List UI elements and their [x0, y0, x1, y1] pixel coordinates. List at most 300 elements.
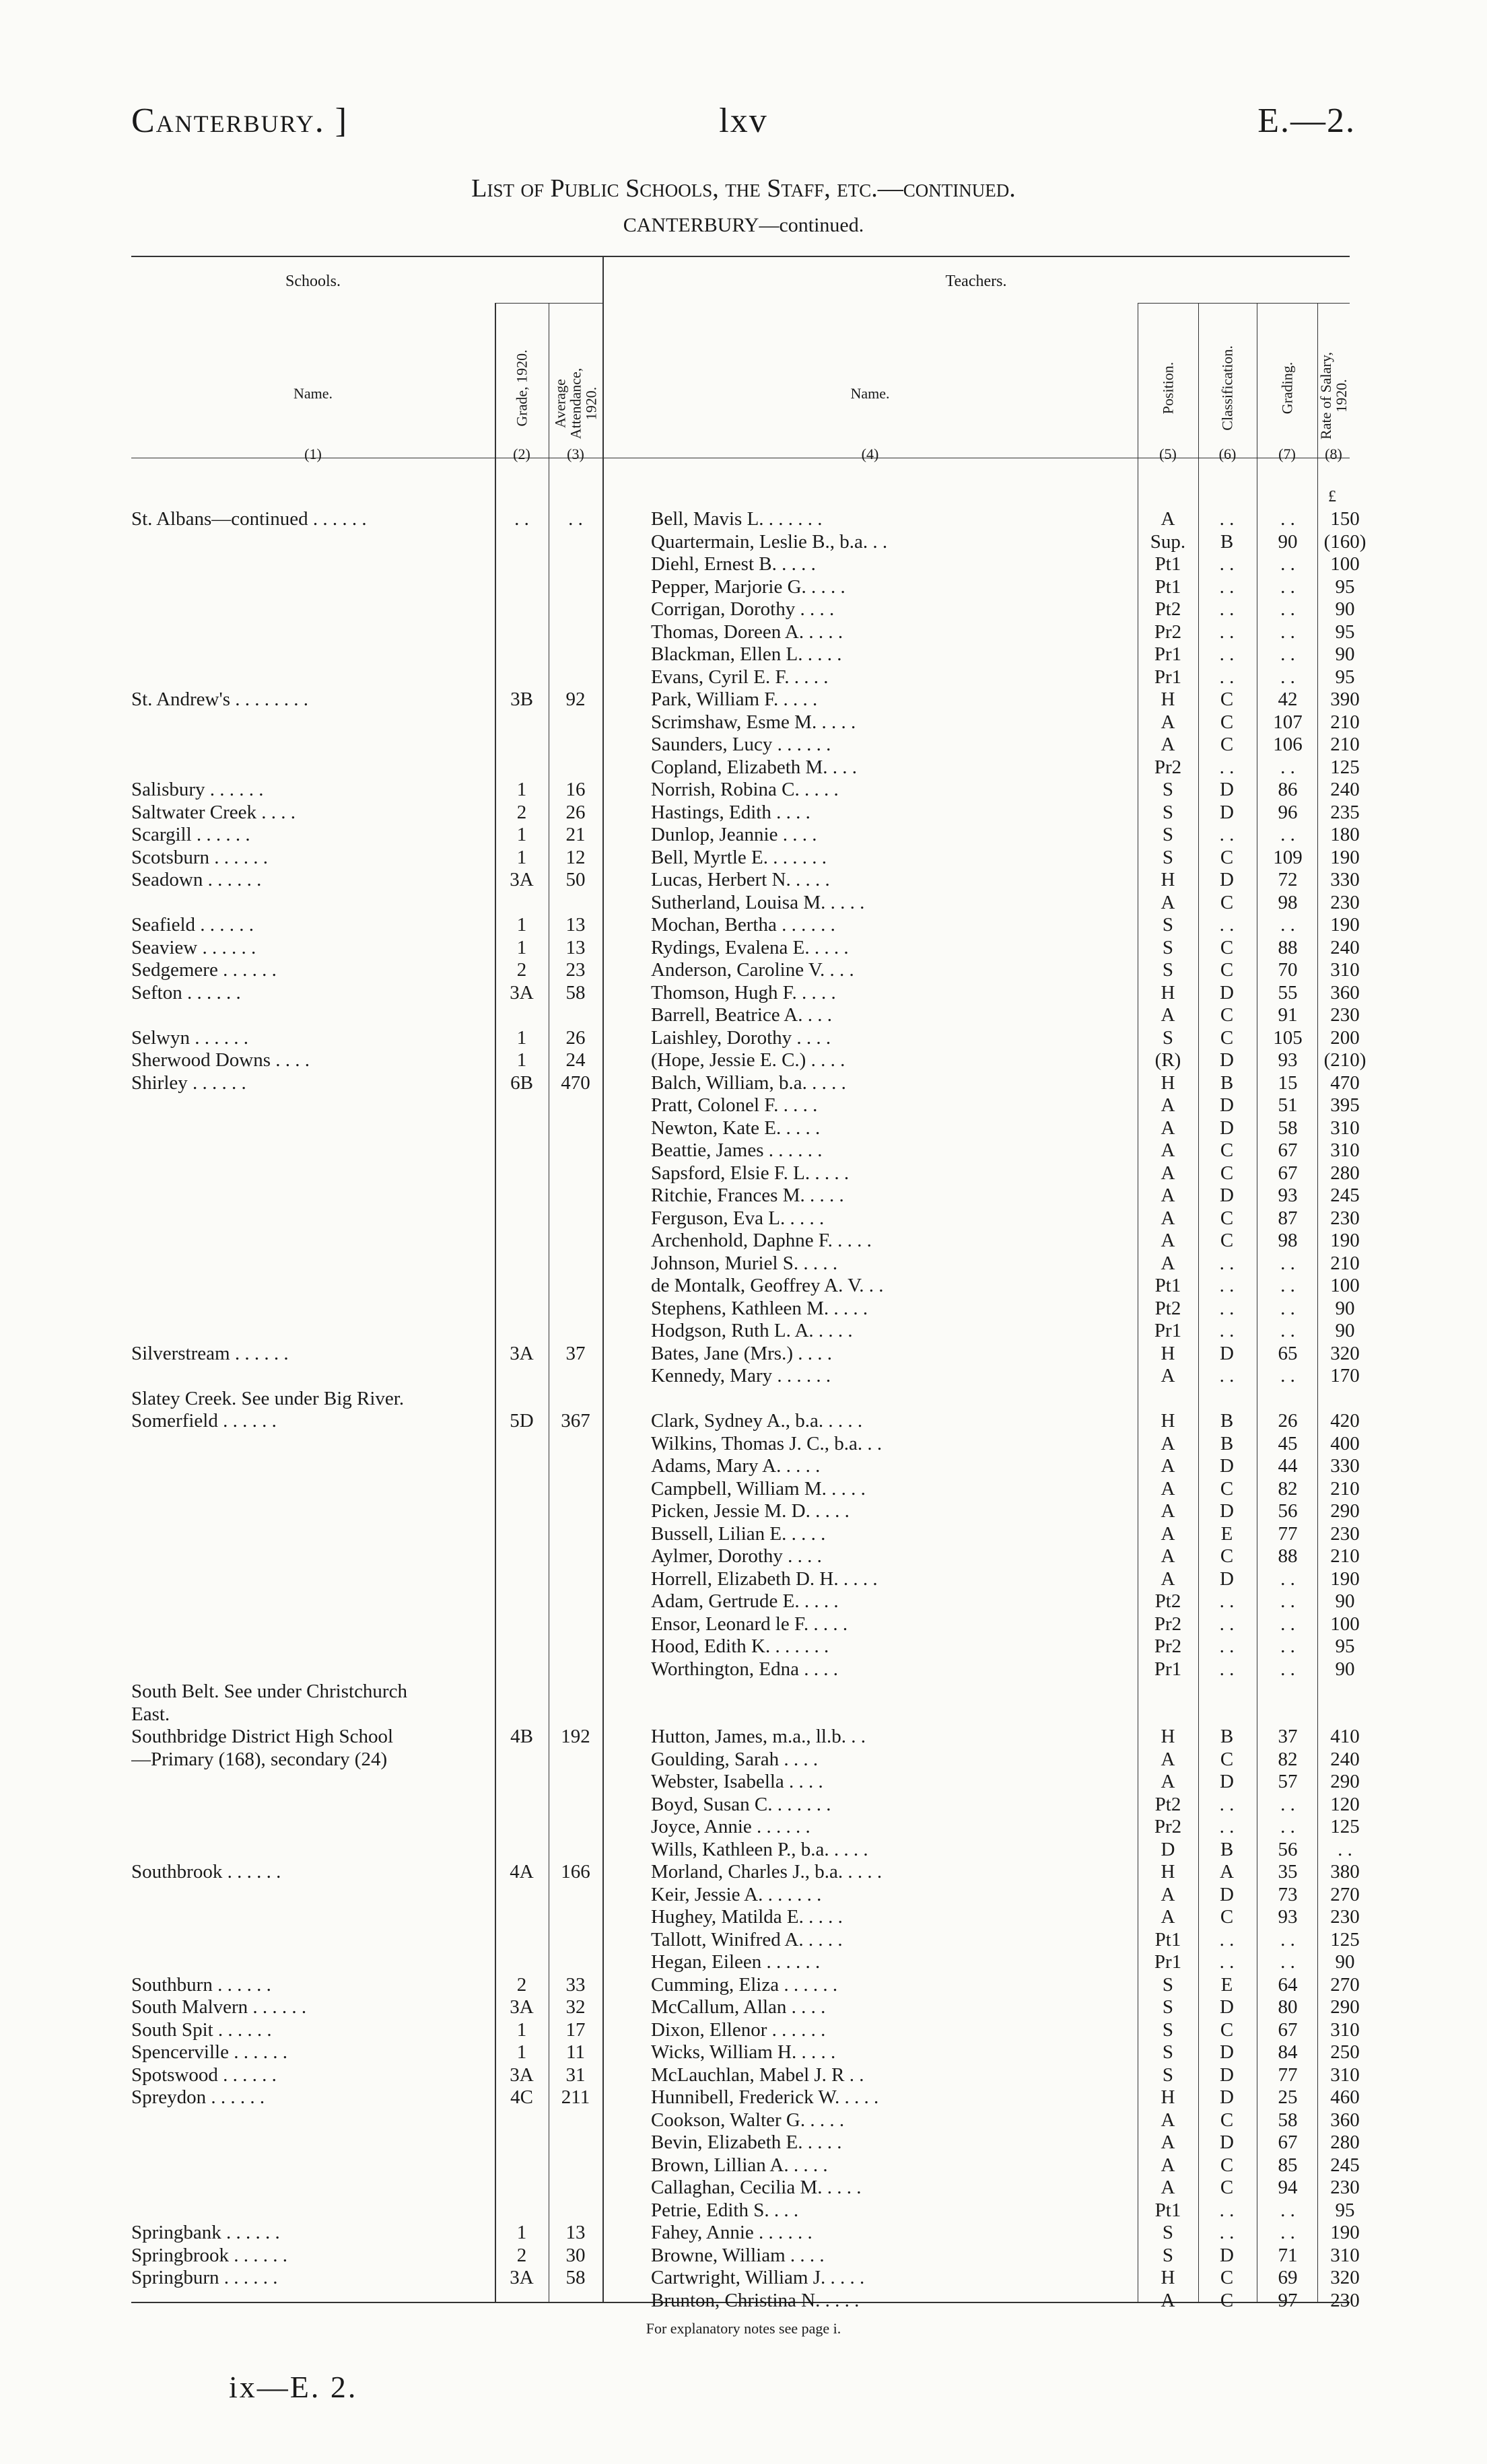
teacher-salary: 310: [1330, 2244, 1360, 2266]
school-name: Springbrook . . . . . .: [131, 2244, 287, 2266]
teacher-name: Barrell, Beatrice A. . . .: [651, 1004, 832, 1026]
teacher-name: Bussell, Lilian E. . . . .: [651, 1522, 826, 1545]
teacher-name: Corrigan, Dorothy . . . .: [651, 598, 835, 620]
school-name: Seadown . . . . . .: [131, 869, 262, 890]
teacher-salary: 125: [1330, 1816, 1360, 1837]
table-row: [131, 1590, 1355, 1613]
teacher-salary: 95: [1335, 1635, 1355, 1657]
teacher-grading: 15: [1278, 1071, 1298, 1094]
teacher-name: Sutherland, Louisa M. . . . .: [651, 891, 865, 913]
teacher-grading: . .: [1280, 643, 1295, 665]
teacher-grading: 67: [1278, 2018, 1298, 2041]
teacher-name: Beattie, James . . . . . .: [651, 1139, 823, 1161]
teacher-name: Joyce, Annie . . . . . .: [651, 1816, 810, 1837]
teacher-name: Hegan, Eileen . . . . . .: [651, 1951, 821, 1973]
teacher-salary: 100: [1330, 1275, 1360, 1296]
teacher-name: Horrell, Elizabeth D. H. . . . .: [651, 1568, 878, 1590]
table-row: [131, 1973, 1360, 1996]
teacher-salary: 230: [1330, 1004, 1360, 1026]
schools-group-heading: Schools.: [285, 273, 341, 290]
teacher-salary: 290: [1330, 1996, 1360, 2018]
teacher-position: H: [1161, 869, 1175, 890]
teacher-classification: B: [1220, 530, 1234, 553]
teacher-grading: . .: [1280, 621, 1295, 643]
teacher-position: A: [1161, 1117, 1175, 1139]
teacher-position: H: [1161, 1726, 1175, 1747]
school-grade: 3A: [510, 869, 534, 890]
teacher-salary: 360: [1330, 981, 1360, 1004]
teacher-classification: B: [1220, 1432, 1234, 1454]
teacher-grading: 73: [1278, 1883, 1298, 1905]
teacher-name: Rydings, Evalena E. . . . .: [651, 936, 849, 958]
teacher-grading: 87: [1278, 1207, 1298, 1229]
teacher-grading: 93: [1278, 1906, 1298, 1928]
table-row: [131, 2222, 1360, 2244]
teacher-classification: D: [1220, 2041, 1234, 2063]
teacher-grading: 82: [1278, 1748, 1298, 1770]
teacher-position: Pr1: [1154, 643, 1182, 665]
table-row: [131, 914, 1360, 936]
table-row: [131, 711, 1360, 734]
teacher-grading: 26: [1278, 1410, 1298, 1432]
teacher-salary: (160): [1323, 530, 1367, 553]
teacher-classification: D: [1220, 1094, 1234, 1116]
teacher-grading: 93: [1278, 1049, 1298, 1071]
school-name: Shirley . . . . . .: [131, 1071, 246, 1094]
teacher-position: H: [1161, 981, 1175, 1004]
teacher-grading: 86: [1278, 779, 1298, 800]
teacher-position: S: [1162, 2222, 1174, 2243]
table-row: [131, 959, 1360, 981]
teacher-position: A: [1161, 2289, 1175, 2311]
table-row: [131, 756, 1360, 779]
teacher-salary: 240: [1330, 1748, 1360, 1770]
school-attendance: 26: [565, 1026, 586, 1049]
teacher-salary: 90: [1335, 598, 1355, 620]
teacher-name: Keir, Jessie A. . . . . . .: [651, 1883, 822, 1905]
teacher-grading: 56: [1278, 1838, 1298, 1860]
teacher-salary: 230: [1330, 891, 1360, 913]
teacher-salary: 320: [1330, 2267, 1360, 2288]
teacher-grading: 98: [1278, 891, 1298, 913]
teacher-salary: 90: [1335, 1951, 1355, 1973]
teacher-name: Worthington, Edna . . . .: [651, 1658, 838, 1680]
teacher-classification: C: [1220, 689, 1234, 710]
teacher-name: Scrimshaw, Esme M. . . . .: [651, 711, 856, 733]
teacher-classification: D: [1220, 779, 1234, 800]
school-attendance: 37: [565, 1342, 586, 1364]
school-grade: 5D: [510, 1410, 534, 1432]
school-grade: 1: [516, 846, 527, 868]
teacher-name: McCallum, Allan . . . .: [651, 1996, 826, 2018]
school-name: Spotswood . . . . . .: [131, 2064, 277, 2086]
teacher-classification: A: [1220, 1861, 1234, 1882]
teacher-salary: 190: [1330, 1568, 1360, 1590]
teacher-name: Copland, Elizabeth M. . . .: [651, 756, 858, 778]
teacher-name: Balch, William, b.a. . . . .: [651, 1071, 846, 1094]
table-row: [131, 1342, 1360, 1365]
teacher-grading: 109: [1273, 846, 1303, 868]
school-name: Saltwater Creek . . . .: [131, 801, 296, 823]
school-grade: 6B: [510, 1071, 533, 1094]
teacher-position: A: [1161, 711, 1175, 733]
table-row: [131, 846, 1360, 869]
teacher-grading: . .: [1280, 1590, 1295, 1612]
teacher-name: Cookson, Walter G. . . . .: [651, 2109, 845, 2131]
school-attendance: 58: [565, 981, 586, 1004]
table-row: [131, 1320, 1355, 1342]
table-row: [131, 1026, 1360, 1049]
teacher-classification: C: [1220, 2267, 1234, 2288]
teacher-salary: 180: [1330, 824, 1360, 845]
teacher-classification: . .: [1219, 1928, 1235, 1950]
school-attendance: 211: [561, 2086, 590, 2108]
table-row: [131, 2018, 1360, 2041]
teacher-salary: 95: [1335, 666, 1355, 688]
teacher-grading: . .: [1280, 824, 1295, 845]
teacher-name: Ferguson, Eva L. . . . .: [651, 1207, 825, 1229]
teacher-classification: . .: [1219, 575, 1235, 598]
school-grade: 1: [516, 914, 527, 936]
position-heading: Position.: [1159, 361, 1177, 415]
teacher-salary: 460: [1330, 2086, 1360, 2108]
teacher-classification: . .: [1219, 1365, 1235, 1386]
teacher-classification: . .: [1219, 1320, 1235, 1341]
teacher-salary: 230: [1330, 2177, 1360, 2198]
teacher-name: Hodgson, Ruth L. A. . . . .: [651, 1320, 853, 1341]
teacher-position: H: [1161, 2267, 1175, 2288]
teacher-position: D: [1161, 1838, 1175, 1860]
teacher-classification: D: [1220, 1996, 1234, 2018]
teacher-position: H: [1161, 1071, 1175, 1094]
table-row: [131, 553, 1360, 575]
teacher-name: Fahey, Annie . . . . . .: [651, 2222, 812, 2243]
teacher-classification: . .: [1219, 824, 1235, 845]
teacher-grading: . .: [1280, 2222, 1295, 2243]
teacher-grading: 94: [1278, 2177, 1298, 2198]
teacher-salary: 95: [1335, 2199, 1355, 2221]
school-name: Seafield . . . . . .: [131, 914, 254, 936]
teacher-position: A: [1161, 1906, 1175, 1928]
table-row: [131, 621, 1355, 643]
teacher-salary: 245: [1330, 2154, 1360, 2176]
teacher-grading: 93: [1278, 1185, 1298, 1206]
teacher-salary: 330: [1330, 1455, 1360, 1477]
teacher-grading: . .: [1280, 914, 1295, 936]
teacher-position: A: [1161, 1545, 1175, 1567]
teacher-classification: E: [1220, 1522, 1233, 1545]
teacher-classification: D: [1220, 801, 1234, 823]
teacher-grading: 71: [1278, 2244, 1298, 2266]
school-grade: 4A: [510, 1861, 534, 1882]
teacher-name: Adams, Mary A. . . . .: [651, 1455, 821, 1477]
table-row: [131, 2244, 1360, 2267]
teacher-grading: 57: [1278, 1771, 1298, 1792]
teacher-position: A: [1161, 1207, 1175, 1229]
table-row: [131, 1816, 1360, 1838]
teacher-classification: . .: [1219, 1951, 1235, 1973]
school-name: South Malvern . . . . . .: [131, 1996, 307, 2018]
teacher-classification: . .: [1219, 553, 1235, 575]
teacher-name: Hastings, Edith . . . .: [651, 801, 810, 823]
teacher-salary: 390: [1330, 689, 1360, 710]
table-row: [131, 1117, 1360, 1139]
school-name: Sedgemere . . . . . .: [131, 959, 277, 981]
school-attendance: 367: [561, 1410, 590, 1432]
teacher-position: H: [1161, 1410, 1175, 1432]
teacher-name: Dixon, Ellenor . . . . . .: [651, 2018, 826, 2041]
school-name: Springburn . . . . . .: [131, 2267, 278, 2288]
teacher-position: Pr1: [1154, 1658, 1182, 1680]
teacher-grading: 85: [1278, 2154, 1298, 2176]
table-row: [131, 1681, 1350, 1703]
teacher-position: Pt1: [1154, 575, 1181, 598]
school-name: —Primary (168), secondary (24): [131, 1748, 388, 1770]
teacher-classification: B: [1220, 1410, 1234, 1432]
teacher-grading: 98: [1278, 1230, 1298, 1251]
teacher-name: Pepper, Marjorie G. . . . .: [651, 575, 845, 598]
teacher-position: A: [1161, 1094, 1175, 1116]
school-attendance: 26: [565, 801, 586, 823]
teacher-position: Pt1: [1154, 2199, 1181, 2221]
teacher-name: Callaghan, Cecilia M. . . . .: [651, 2177, 862, 2198]
teacher-grading: 65: [1278, 1342, 1298, 1364]
teacher-name: Boyd, Susan C. . . . . . .: [651, 1793, 831, 1815]
teacher-classification: D: [1220, 2064, 1234, 2086]
teacher-grading: . .: [1280, 1658, 1295, 1680]
teacher-classification: C: [1220, 1004, 1234, 1026]
teacher-salary: 120: [1330, 1793, 1360, 1815]
teacher-name: Laishley, Dorothy . . . .: [651, 1026, 831, 1049]
teacher-grading: . .: [1280, 1297, 1295, 1319]
teacher-salary: 240: [1330, 936, 1360, 958]
table-row: [131, 1071, 1360, 1094]
teacher-salary: 125: [1330, 756, 1360, 778]
teacher-classification: D: [1220, 981, 1234, 1004]
school-name: Southbrook . . . . . .: [131, 1861, 281, 1882]
table-row: [131, 1252, 1360, 1275]
school-attendance: 33: [565, 1973, 586, 1996]
teacher-classification: D: [1220, 1455, 1234, 1477]
school-attendance: 13: [565, 2222, 586, 2243]
school-grade: 4B: [510, 1726, 533, 1747]
teacher-classification: C: [1220, 1026, 1234, 1049]
teacher-name: Browne, William . . . .: [651, 2244, 825, 2266]
teacher-name: Aylmer, Dorothy . . . .: [651, 1545, 822, 1567]
teacher-classification: C: [1220, 1162, 1234, 1184]
school-attendance: 92: [565, 689, 586, 710]
teacher-position: A: [1161, 1568, 1175, 1590]
teacher-position: A: [1161, 1455, 1175, 1477]
school-attendance: 192: [561, 1726, 590, 1747]
teacher-classification: D: [1220, 2086, 1234, 2108]
school-attendance: 16: [565, 779, 586, 800]
teacher-classification: C: [1220, 2109, 1234, 2131]
school-grade: 3B: [510, 689, 533, 710]
teacher-position: A: [1161, 1522, 1175, 1545]
teacher-grading: 90: [1278, 530, 1298, 553]
teacher-salary: 380: [1330, 1861, 1360, 1882]
teacher-name: Hood, Edith K. . . . . . .: [651, 1635, 829, 1657]
table-row: [131, 2132, 1360, 2154]
teacher-name: Pratt, Colonel F. . . . .: [651, 1094, 818, 1116]
teacher-salary: (210): [1323, 1049, 1367, 1071]
teacher-position: S: [1162, 779, 1174, 800]
table-row: [131, 1613, 1360, 1635]
school-grade: 4C: [510, 2086, 533, 2108]
teacher-grading: . .: [1280, 1275, 1295, 1296]
teacher-position: Pr2: [1154, 1816, 1182, 1837]
teacher-name: Sapsford, Elsie F. L. . . . .: [651, 1162, 850, 1184]
school-attendance: 58: [565, 2267, 586, 2288]
teacher-classification: C: [1220, 2177, 1234, 2198]
teacher-grading: 69: [1278, 2267, 1298, 2288]
teacher-grading: . .: [1280, 1928, 1295, 1950]
teacher-salary: 230: [1330, 1522, 1360, 1545]
school-grade: 3A: [510, 1996, 534, 2018]
teacher-salary: 310: [1330, 959, 1360, 981]
teacher-name: Brunton, Christina N. . . . .: [651, 2289, 860, 2311]
teacher-grading: 70: [1278, 959, 1298, 981]
teacher-position: Pr2: [1154, 756, 1182, 778]
teacher-position: S: [1162, 914, 1174, 936]
teacher-grading: . .: [1280, 2199, 1295, 2221]
teacher-name: Quartermain, Leslie B., b.a. . .: [651, 530, 888, 553]
table-row: [131, 1906, 1360, 1928]
teacher-position: Pt2: [1154, 1793, 1181, 1815]
table-row: [131, 1996, 1360, 2018]
teacher-classification: D: [1220, 1568, 1234, 1590]
teacher-grading: . .: [1280, 1951, 1295, 1973]
teacher-grading: . .: [1280, 598, 1295, 620]
teacher-salary: 280: [1330, 1162, 1360, 1184]
teacher-classification: C: [1220, 734, 1234, 755]
teacher-grading: 80: [1278, 1996, 1298, 2018]
teacher-name: Wilkins, Thomas J. C., b.a. . .: [651, 1432, 883, 1454]
teacher-name: Wicks, William H. . . . .: [651, 2041, 836, 2063]
teacher-salary: 210: [1330, 711, 1360, 733]
table-row: [131, 1162, 1360, 1185]
teacher-position: A: [1161, 2177, 1175, 2198]
teacher-name: Saunders, Lucy . . . . . .: [651, 734, 831, 755]
schools-staff-table: [131, 256, 1367, 2311]
teacher-name: Anderson, Caroline V. . . .: [651, 959, 854, 981]
table-row: [131, 1094, 1360, 1117]
teacher-salary: 230: [1330, 2289, 1360, 2311]
school-grade: 2: [516, 2244, 527, 2266]
teacher-position: S: [1162, 846, 1174, 868]
teacher-salary: 230: [1330, 1207, 1360, 1229]
teacher-classification: . .: [1219, 2199, 1235, 2221]
teacher-grading: . .: [1280, 666, 1295, 688]
teacher-grading: 55: [1278, 981, 1298, 1004]
teacher-name: Cumming, Eliza . . . . . .: [651, 1973, 838, 1996]
teacher-classification: D: [1220, 2244, 1234, 2266]
teacher-grading: 42: [1278, 689, 1298, 710]
teacher-name: Lucas, Herbert N. . . . .: [651, 869, 830, 890]
table-row: [131, 1928, 1360, 1951]
teacher-classification: . .: [1219, 1793, 1235, 1815]
table-row: [131, 1793, 1360, 1816]
teacher-grading: 97: [1278, 2289, 1298, 2311]
document-reference: E.—2.: [1257, 102, 1356, 140]
school-name: St. Albans—continued . . . . . .: [131, 508, 367, 530]
teacher-position: S: [1162, 801, 1174, 823]
footnote: For explanatory notes see page i.: [646, 2320, 841, 2337]
teacher-salary: 420: [1330, 1410, 1360, 1432]
teacher-grading: 51: [1278, 1094, 1298, 1116]
teacher-classification: . .: [1219, 1252, 1235, 1274]
teacher-salary: 190: [1330, 846, 1360, 868]
teacher-grading: . .: [1280, 1365, 1295, 1386]
teacher-classification: . .: [1219, 508, 1235, 530]
school-grade: 3A: [510, 981, 534, 1004]
teacher-classification: . .: [1219, 1590, 1235, 1612]
table-row: [131, 1049, 1367, 1071]
teacher-salary: 245: [1330, 1185, 1360, 1206]
teacher-salary: 310: [1330, 1117, 1360, 1139]
teacher-name: Bell, Myrtle E. . . . . . .: [651, 846, 827, 868]
table-row: [131, 2041, 1360, 2064]
teacher-grading: 88: [1278, 1545, 1298, 1567]
school-attendance: 17: [565, 2018, 586, 2041]
teacher-position: S: [1162, 2041, 1174, 2063]
teacher-salary: 210: [1330, 734, 1360, 755]
teacher-salary: 190: [1330, 1230, 1360, 1251]
school-grade: 1: [516, 779, 527, 800]
col-number-6: (6): [1218, 446, 1237, 462]
running-header-region: Canterbury. ]: [131, 102, 349, 140]
teacher-position: A: [1161, 1771, 1175, 1792]
school-name: Spencerville . . . . . .: [131, 2041, 287, 2063]
teacher-classification: C: [1220, 1545, 1234, 1567]
teacher-grading: 25: [1278, 2086, 1298, 2108]
teacher-classification: C: [1220, 959, 1234, 981]
table-row: [131, 2177, 1360, 2199]
table-row: [131, 689, 1360, 711]
grade-heading: Grade, 1920.: [513, 349, 530, 427]
region-title: CANTERBURY—continued.: [623, 214, 864, 236]
teacher-salary: 190: [1330, 914, 1360, 936]
school-name: Sefton . . . . . .: [131, 981, 241, 1004]
table-row: [131, 2154, 1360, 2177]
teacher-position: Pr1: [1154, 666, 1182, 688]
table-row: [131, 1230, 1360, 1252]
table-row: [131, 1748, 1360, 1771]
table-row: [131, 1297, 1355, 1320]
table-row: [131, 1275, 1360, 1297]
teacher-name: Johnson, Muriel S. . . . .: [651, 1252, 838, 1274]
teacher-position: Pr1: [1154, 1320, 1182, 1341]
teacher-position: H: [1161, 2086, 1175, 2108]
teacher-position: S: [1162, 1026, 1174, 1049]
teacher-salary: 400: [1330, 1432, 1360, 1454]
teacher-name: Bates, Jane (Mrs.) . . . .: [651, 1342, 833, 1364]
teacher-name: Bevin, Elizabeth E. . . . .: [651, 2132, 842, 2153]
teacher-name: Stephens, Kathleen M. . . . .: [651, 1297, 868, 1319]
school-grade: 1: [516, 2018, 527, 2041]
school-name: Southburn . . . . . .: [131, 1973, 271, 1996]
teacher-name: (Hope, Jessie E. C.) . . . .: [651, 1049, 845, 1071]
teacher-salary: 125: [1330, 1928, 1360, 1950]
teacher-name: Kennedy, Mary . . . . . .: [651, 1365, 831, 1386]
table-row: [131, 1388, 1350, 1410]
teacher-grading: 84: [1278, 2041, 1298, 2063]
teacher-name: Wills, Kathleen P., b.a. . . . .: [651, 1838, 868, 1860]
school-grade: 1: [516, 2041, 527, 2063]
teacher-classification: . .: [1219, 1816, 1235, 1837]
table-row: [131, 801, 1360, 824]
